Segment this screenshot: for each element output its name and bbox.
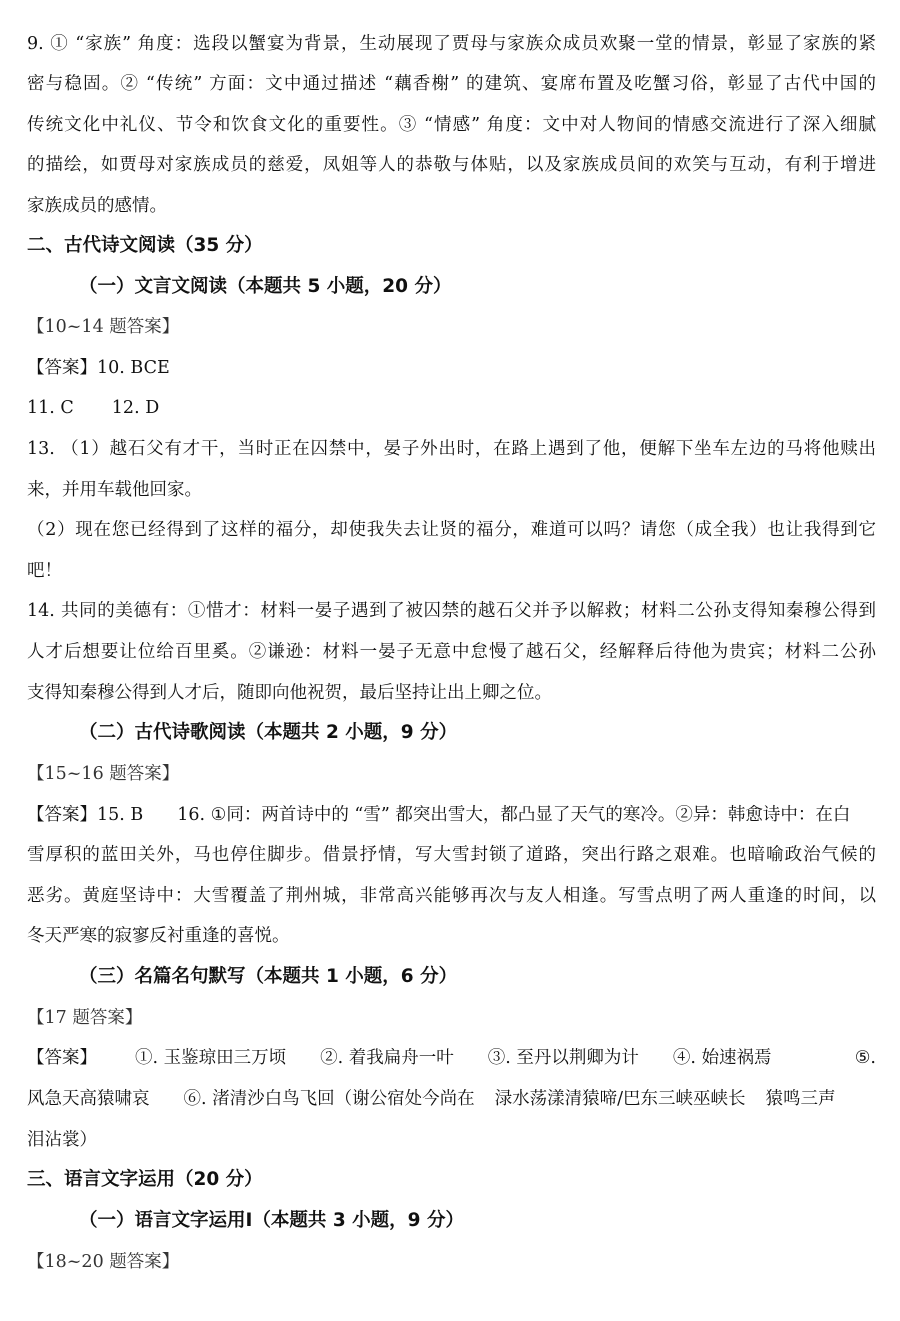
section-2-title: 二、古代诗文阅读（35 分） — [27, 235, 263, 256]
answer-16-line-1: 16. ①同：两首诗中的 “雪” 都突出雪大，都凸显了天气的寒冷。②异：韩愈诗中：在白 — [177, 805, 851, 825]
section-3-title: 三、语言文字运用（20 分） — [27, 1169, 263, 1190]
q15-16-line-1 — [27, 803, 876, 827]
q9-line-5: 家族成员的感情。 — [27, 196, 167, 216]
q13-line-3: （2）现在您已经得到了这样的福分，却使我失去让贤的福分，难道可以吗？请您（成全我）也让我得到它 — [27, 520, 876, 540]
answer-tag-17: 【17 题答案】 — [27, 1008, 143, 1028]
q16-line-4: 冬天严寒的寂寥反衬重逢的喜悦。 — [27, 926, 290, 946]
q13-line-4: 吧！ — [27, 561, 62, 581]
answer-17-6: ⑥. 渚清沙白鸟飞回（谢公宿处今尚在 — [183, 1089, 475, 1109]
q16-line-3: 恶劣。黄庭坚诗中：大雪覆盖了荆州城，非常高兴能够再次与友人相逢。写雪点明了两人重逢的时间，以 — [27, 886, 876, 906]
answer-10: 【答案】10. BCE — [27, 358, 170, 378]
answer-17-1: ①. 玉鉴琼田三万顷 — [135, 1048, 287, 1068]
q17-line-2 — [27, 1087, 876, 1111]
q14-line-2: 人才后想要让位给百里奚。②谦逊：材料一晏子无意中怠慢了越石父，经解释后待他为贵宾；材料二公孙 — [27, 642, 876, 662]
answer-11-12 — [27, 396, 876, 420]
answer-12: 12. D — [111, 398, 160, 418]
answer-15: 【答案】15. B — [27, 805, 144, 825]
subsection-classical-prose: （一）文言文阅读（本题共 5 小题，20 分） — [79, 276, 452, 297]
answer-17-6-part-3: 猿鸣三声 — [765, 1089, 836, 1109]
q14-line-1: 14. 共同的美德有：①惜才：材料一晏子遇到了被囚禁的越石父并予以解救；材料二公孙支得知秦穆公得到 — [27, 601, 876, 621]
q9-line-2: 密与稳固。② “传统” 方面：文中通过描述 “藕香榭” 的建筑、宴席布置及吃蟹习俗，彰显了古代中国的 — [27, 74, 876, 94]
answer-17-3: ③. 至丹以荆卿为计 — [487, 1048, 639, 1068]
q13-line-2: 来，并用车载他回家。 — [27, 480, 202, 500]
answer-label: 【答案】 — [27, 1048, 97, 1068]
answer-tag-15-16: 【15~16 题答案】 — [27, 764, 180, 784]
answer-17-5: 风急天高猿啸哀 — [27, 1089, 150, 1109]
q17-line-3: 泪沾裳） — [27, 1130, 97, 1150]
answer-17-5-number: ⑤. — [854, 1048, 876, 1068]
subsection-language-use-1: （一）语言文字运用Ⅰ（本题共 3 小题，9 分） — [79, 1210, 464, 1231]
answer-11: 11. C — [27, 398, 74, 418]
answer-tag-10-14: 【10~14 题答案】 — [27, 317, 180, 337]
q9-line-4: 的描绘，如贾母对家族成员的慈爱，凤姐等人的恭敬与体贴，以及家族成员间的欢笑与互动，有利于增进 — [27, 155, 876, 175]
answer-17-6-part-2: 渌水荡漾清猿啼/巴东三峡巫峡长 — [494, 1089, 746, 1109]
q14-line-3: 支得知秦穆公得到人才后，随即向他祝贺，最后坚持让出上卿之位。 — [27, 683, 552, 703]
answer-17-2: ②. 着我扁舟一叶 — [320, 1048, 454, 1068]
answer-tag-18-20: 【18~20 题答案】 — [27, 1252, 180, 1272]
q17-line-1 — [27, 1046, 876, 1070]
subsection-classical-poetry: （二）古代诗歌阅读（本题共 2 小题，9 分） — [79, 722, 458, 743]
q9-line-1: 9. ① “家族” 角度：选段以蟹宴为背景，生动展现了贾母与家族众成员欢聚一堂的情景，彰显了家族的紧 — [27, 34, 876, 54]
q9-line-3: 传统文化中礼仪、节令和饮食文化的重要性。③ “情感” 角度：文中对人物间的情感交流进行了深入细腻 — [27, 115, 876, 135]
q16-line-2: 雪厚积的蓝田关外，马也停住脚步。借景抒情，写大雪封锁了道路，突出行路之艰难。也暗喻政治气候的 — [27, 845, 876, 865]
q13-line-1: 13. （1）越石父有才干，当时正在囚禁中，晏子外出时，在路上遇到了他，便解下坐车左边的马将他赎出 — [27, 439, 876, 459]
answer-17-4: ④. 始速祸焉 — [672, 1048, 772, 1068]
subsection-famous-lines: （三）名篇名句默写（本题共 1 小题，6 分） — [79, 966, 458, 987]
